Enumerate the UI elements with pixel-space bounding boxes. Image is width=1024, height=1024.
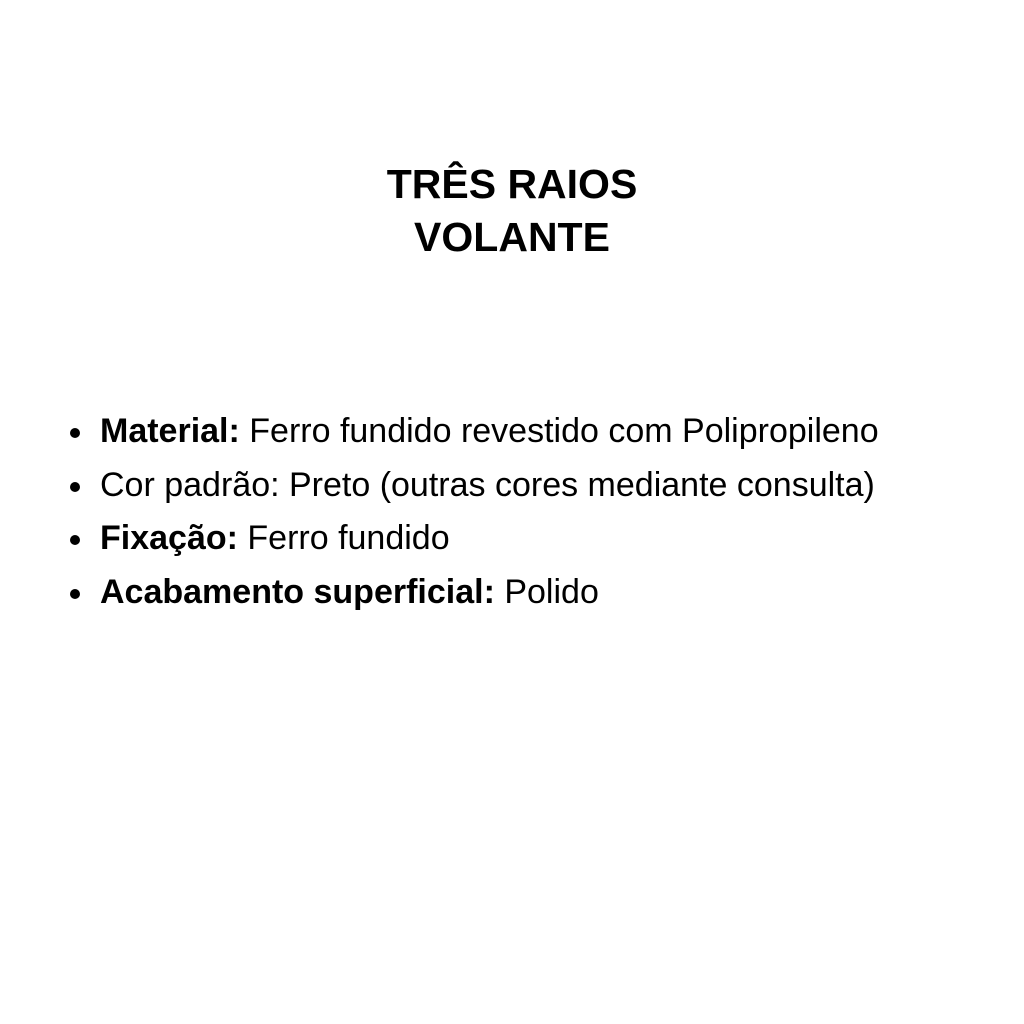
spec-item-material (0, 405, 879, 459)
bullet-icon (70, 535, 80, 545)
bullet-icon (70, 482, 80, 492)
spec-value: Ferro fundido (237, 519, 450, 557)
spec-value: Polido (494, 572, 599, 611)
title-line-1: TRÊS RAIOS (386, 161, 638, 207)
spec-label: Acabamento superficial: (100, 572, 495, 611)
spec-value: Ferro fundido revestido com Polipropileno (239, 412, 879, 450)
spec-item-finish (0, 566, 879, 620)
title-line-2: VOLANTE (414, 214, 610, 260)
spec-label: Fixação: (100, 519, 238, 557)
spec-value: Cor padrão: Preto (outras cores mediante consulta) (100, 465, 875, 504)
page-title (0, 158, 1024, 264)
spec-item-color (0, 459, 879, 513)
bullet-icon (70, 428, 80, 438)
spec-label: Material: (100, 412, 240, 450)
spec-list (0, 405, 879, 619)
spec-item-fixation (0, 512, 879, 566)
bullet-icon (70, 589, 80, 599)
